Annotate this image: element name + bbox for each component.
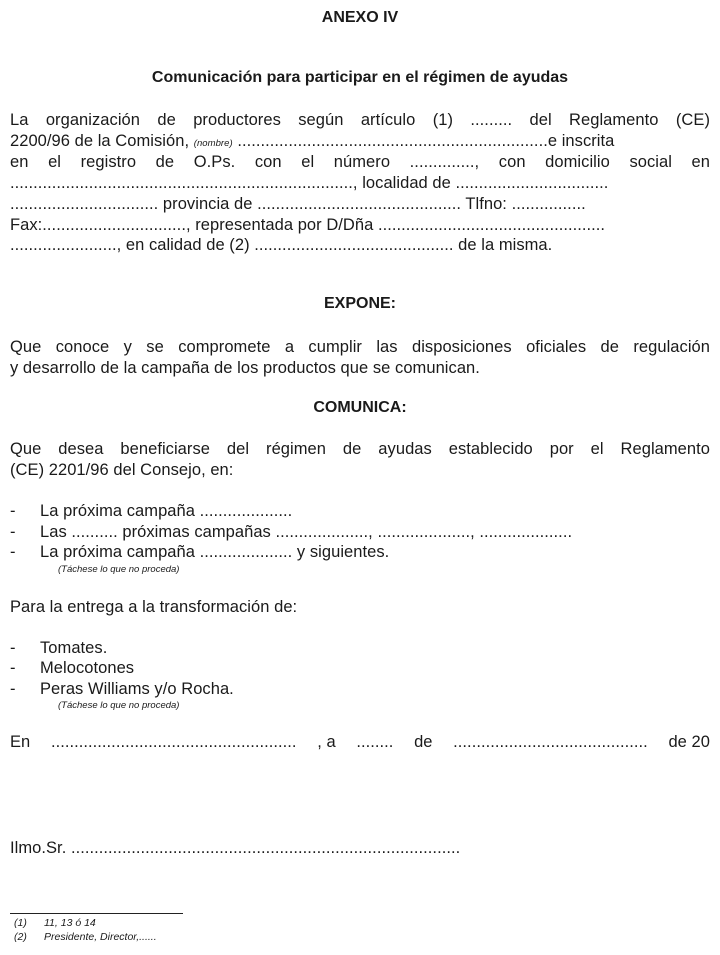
footnote-2-number: (2) [14, 931, 27, 943]
month-dots: .......................................... [453, 733, 648, 751]
day-dots: ........ [356, 733, 394, 751]
intro-line-5: ................................ provincia de ............................................ Tlfno: ................ [10, 195, 586, 213]
expone-line-2: y desarrollo de la campaña de los productos que se comunican. [10, 359, 480, 377]
strike-note-2: (Táchese lo que no proceda) [58, 700, 180, 711]
footnote-2 [14, 931, 157, 943]
option-next-campaign: La próxima campaña .................... [40, 502, 293, 520]
product-peaches: Melocotones [40, 659, 135, 677]
product-1-bullet: - [10, 639, 16, 657]
intro-line-2 [10, 132, 710, 151]
intro-line-2-dots: ...................................................................e inscrita [237, 132, 615, 150]
footnote-1-number: (1) [14, 917, 27, 929]
option-3-bullet: - [10, 543, 16, 561]
intro-line-2-text: 2200/96 de la Comisión, [10, 132, 190, 150]
expone-heading: EXPONE: [323, 295, 396, 312]
annex-title: ANEXO IV [321, 9, 399, 26]
product-pears: Peras Williams y/o Rocha. [40, 680, 234, 698]
intro-line-6: Fax:..............................., representada por D/Dña ................................................. [10, 216, 606, 234]
product-3-bullet: - [10, 680, 16, 698]
expone-line-1: Que conoce y se compromete a cumplir las disposiciones oficiales de regulación [10, 338, 710, 356]
strike-note-1: (Táchese lo que no proceda) [58, 564, 180, 575]
footnote-divider [10, 913, 183, 914]
product-tomatoes: Tomates. [40, 639, 108, 657]
addressee-line: Ilmo.Sr. .................................................................................... [10, 839, 461, 857]
option-1-bullet: - [10, 502, 16, 520]
comunica-line-2: (CE) 2201/96 del Consejo, en: [10, 461, 234, 479]
intro-line-7: ......................., en calidad de (2) ........................................... de la misma. [10, 236, 553, 254]
day-label: , a [317, 733, 336, 751]
document-subtitle: Comunicación para participar en el régimen de ayudas [151, 69, 569, 86]
intro-line-4: .........................................................................., localidad de ................................. [10, 174, 609, 192]
option-2-bullet: - [10, 523, 16, 541]
comunica-line-1: Que desea beneficiarse del régimen de ayudas establecido por el Reglamento [10, 440, 710, 458]
comunica-heading: COMUNICA: [313, 399, 407, 416]
year-label: de 20 [668, 733, 710, 751]
transformation-label: Para la entrega a la transformación de: [10, 598, 298, 616]
option-next-campaigns: Las .......... próximas campañas ...................., ...................., .................... [40, 523, 573, 541]
footnote-2-text: Presidente, Director,...... [44, 931, 157, 943]
month-label: de [414, 733, 433, 751]
footnote-1 [14, 917, 96, 929]
name-note: (nombre) [193, 138, 233, 149]
place-date-line [10, 733, 710, 752]
option-next-and-following: La próxima campaña .................... y siguientes. [40, 543, 390, 561]
place-dots: ..................................................... [50, 733, 297, 751]
place-label: En [10, 733, 31, 751]
footnote-1-text: 11, 13 ó 14 [44, 917, 96, 929]
intro-line-1: La organización de productores según artículo (1) ......... del Reglamento (CE) [10, 111, 710, 129]
intro-line-3: en el registro de O.Ps. con el número .............., con domicilio social en [10, 153, 710, 171]
product-2-bullet: - [10, 659, 16, 677]
